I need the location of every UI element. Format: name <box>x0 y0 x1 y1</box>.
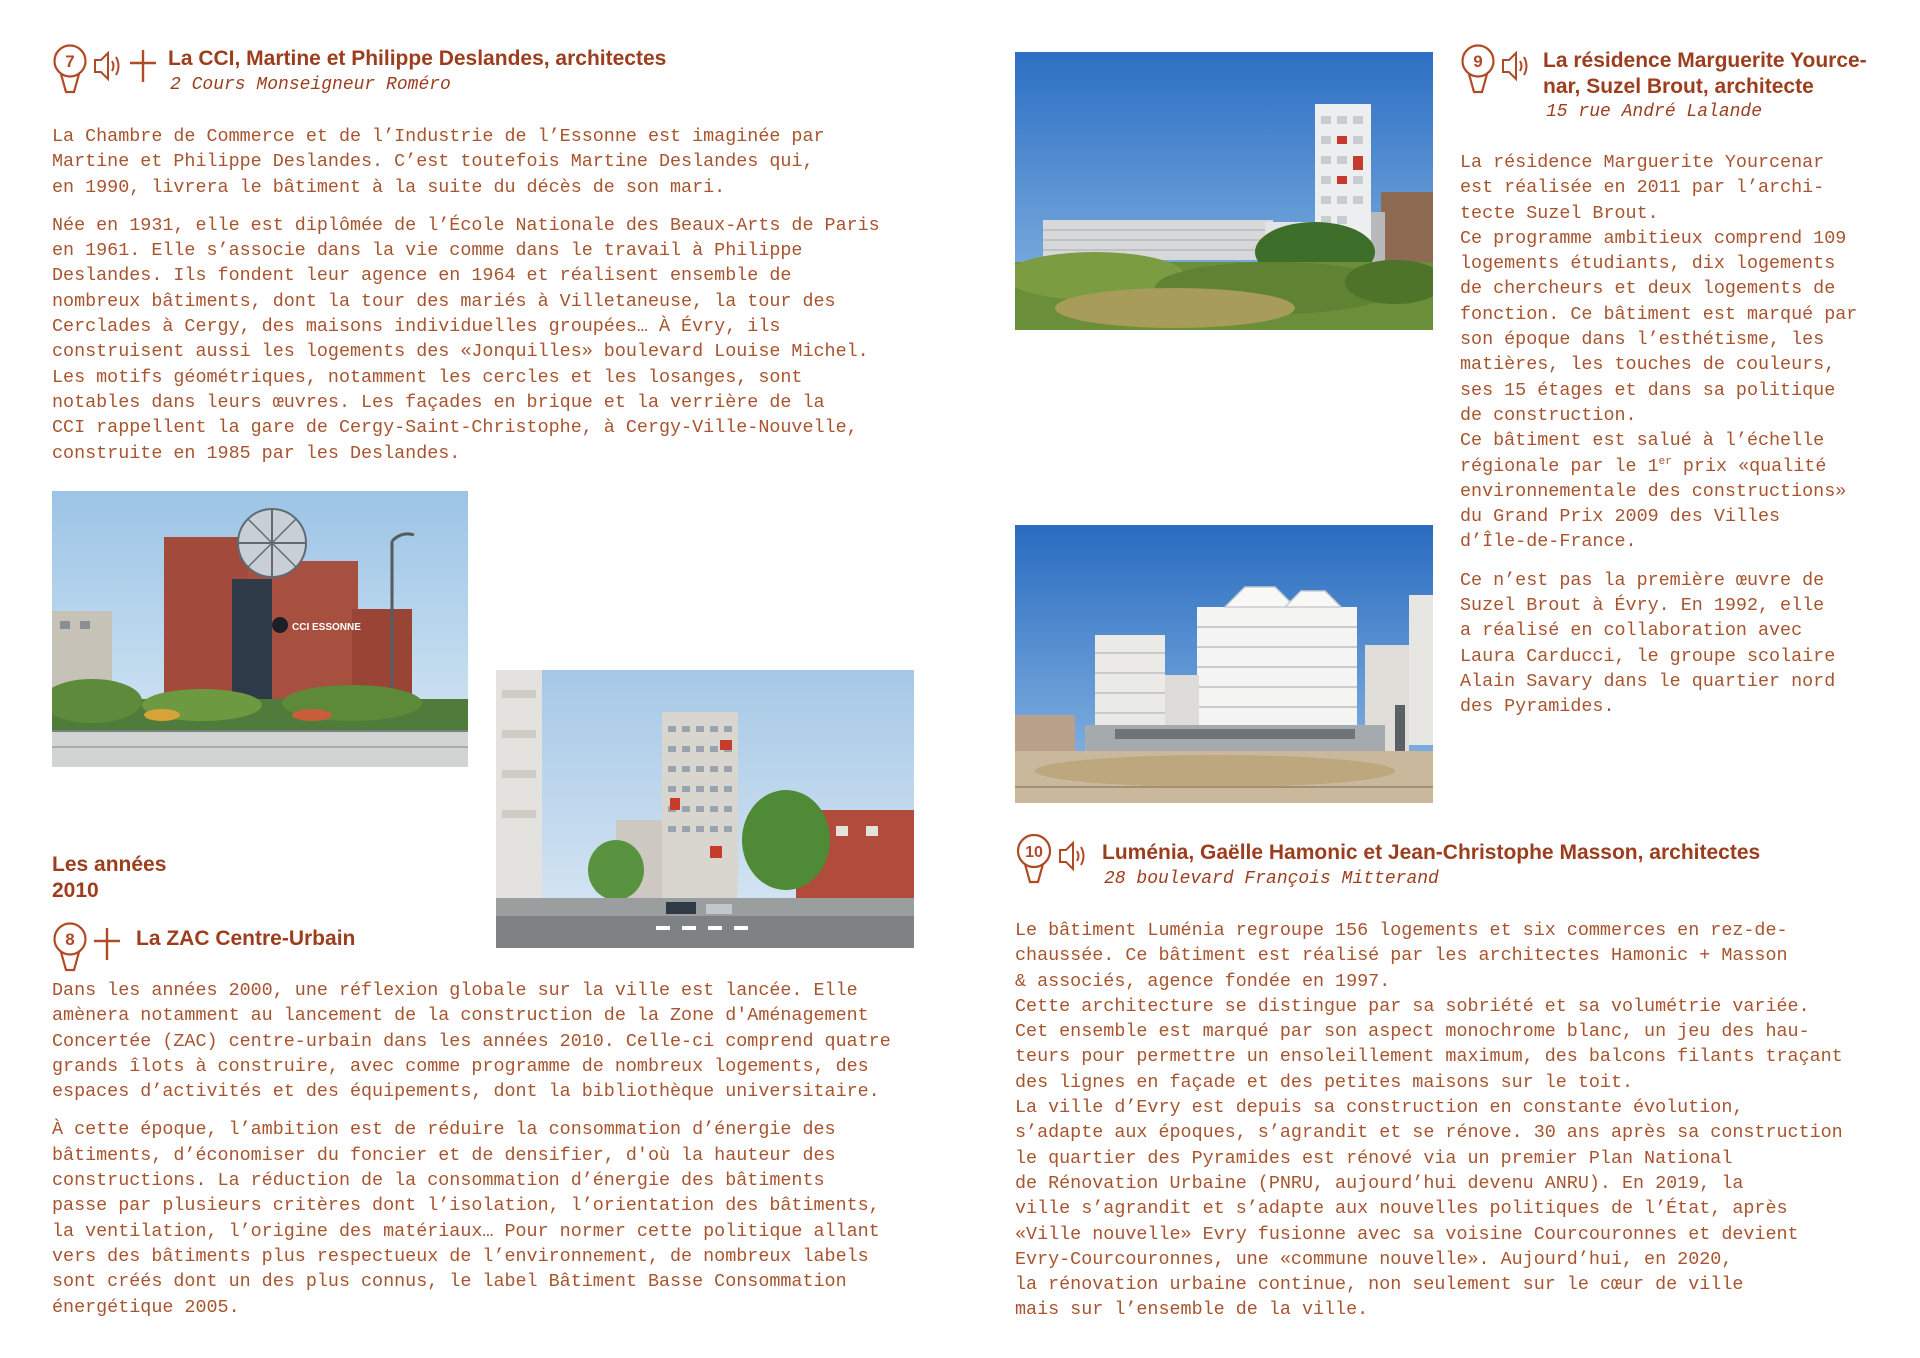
section-7-paragraph: Née en 1931, elle est diplômée de l’École Nationale des Beaux-Arts de Paris en 1961. Elle s’associe dans la vie comme dans le travail à Philippe Deslandes. Ils fondent leur agence en 1964 et réalisent ensemble de nombreux bâtiments, dont la tour des mariés à Villetaneuse, la tour des Cerclades à Cergy, des maisons individuelles groupées… À Évry, ils construisent aussi les logements des «Jonquilles» boulevard Louise Michel. Les motifs géométriques, notamment les cercles et les losanges, sont notables dans leurs œuvres. Les façades en brique et la verrière de la CCI rappellent la gare de Cergy-Saint-Christophe, à Cergy-Ville-Nouvelle, construite en 1985 par les Deslandes. <box>52 214 880 464</box>
residence-yourcenar-photo <box>1015 52 1433 330</box>
cross-icon <box>92 926 122 962</box>
section-9-title-line: La résidence Marguerite Yource- <box>1543 49 1867 72</box>
pin-number-icon <box>52 44 88 94</box>
speaker-icon <box>92 48 124 84</box>
section-10-icons <box>1015 834 1089 884</box>
section-9-address: 15 rue André Lalande <box>1546 102 1763 122</box>
pin-number-icon <box>1460 44 1496 94</box>
section-7-paragraph: La Chambre de Commerce et de l’Industrie de l’Essonne est imaginée par Martine et Philippe Deslandes. C’est toutefois Martine Deslandes qui, en 1990, livrera le bâtiment à la suite du décès de son mari. <box>52 126 825 198</box>
era-label: Les années 2010 <box>52 853 167 902</box>
section-9-paragraph: Ce n’est pas la première œuvre de Suzel Brout à Évry. En 1992, elle a réalisé en collaboration avec Laura Carducci, le groupe scolaire Alain Savary dans le quartier nord des Pyramides. <box>1460 569 1836 718</box>
speaker-icon <box>1500 48 1532 84</box>
section-8-title: La ZAC Centre-Urbain <box>136 927 356 950</box>
section-9-number: 9 <box>1473 52 1483 71</box>
cci-sign-text: CCI ESSONNE <box>292 622 361 633</box>
section-8-paragraph: Dans les années 2000, une réflexion globale sur la ville est lancée. Elle amènera notamment au lancement de la construction de la Zone d'Aménagement Concertée (ZAC) centre-urbain dans les années 2010. Celle-ci comprend quatre grands îlots à construire, avec comme programme de nombreux logements, des espaces d’activités et des équipements, dont la bibliothèque universitaire. <box>52 980 891 1103</box>
speaker-icon <box>1057 838 1089 874</box>
section-7-title: La CCI, Martine et Philippe Deslandes, architectes <box>168 47 667 70</box>
lumenia-building-photo <box>1015 525 1433 803</box>
section-7-address: 2 Cours Monseigneur Roméro <box>170 75 451 95</box>
section-10-text <box>1015 918 1905 1323</box>
section-7-text <box>52 124 932 466</box>
section-10-number: 10 <box>1025 844 1043 861</box>
pin-number-icon <box>1015 834 1053 884</box>
section-10-title: Luménia, Gaëlle Hamonic et Jean-Christophe Masson, architectes <box>1102 841 1761 864</box>
section-9-text <box>1460 150 1900 720</box>
cross-icon <box>128 48 158 84</box>
section-9-icons <box>1460 44 1532 94</box>
section-7-number: 7 <box>65 52 75 71</box>
section-8-paragraph: À cette époque, l’ambition est de réduire la consommation d’énergie des bâtiments, d’économiser du foncier et de densifier, d'où la hauteur des constructions. La réduction de la consommation d’énergie des bâtiments passe par plusieurs critères dont l’isolation, l’orientation des bâtiments, la ventilation, l’origine des matériaux… Pour normer cette politique allant vers des bâtiments plus respectueux de l’environnement, de nombreux labels sont créés dont un des plus connus, le label Bâtiment Basse Consommation énergétique 2005. <box>52 1119 880 1318</box>
pin-number-icon <box>52 922 88 972</box>
section-8-icons <box>52 922 122 972</box>
section-9-title <box>1543 48 1867 100</box>
section-8-text <box>52 978 932 1320</box>
section-10-paragraph: Le bâtiment Luménia regroupe 156 logements et six commerces en rez-de- chaussée. Ce bâtiment est réalisé par les architectes Hamonic + Masson & associés, agence fondée en 1997. Cette architecture se distingue par sa sobriété et sa volumétrie variée. Cet ensemble est marqué par son aspect monochrome blanc, un jeu des hau- teurs pour permettre un ensoleillement maximum, des balcons filants traçant des lignes en façade et des petites maisons sur le toit. La ville d’Evry est depuis sa construction en constante évolution, s’adapte aux époques, s’agrandit et se rénove. 30 ans après sa construction le quartier des Pyramides est rénové via un premier Plan National de Rénovation Urbaine (PNRU, aujourd’hui devenu ANRU). En 2019, la ville s’agrandit et s’adapte aux nouvelles politiques de l’État, après «Ville nouvelle» Evry fusionne avec sa voisine Courcouronnes et devient Evry-Courcouronnes, une «commune nouvelle». Aujourd’hui, en 2020, la rénovation urbaine continue, non seulement sur le cœur de ville mais sur l’ensemble de la ville. <box>1015 920 1843 1321</box>
section-10-address: 28 boulevard François Mitterand <box>1104 869 1439 889</box>
section-8-number: 8 <box>65 930 75 949</box>
section-7-icons <box>52 44 158 94</box>
zac-centre-urbain-photo <box>496 670 914 948</box>
section-9-title-line: nar, Suzel Brout, architecte <box>1543 75 1814 98</box>
section-9-paragraph: La résidence Marguerite Yourcenar est réalisée en 2011 par l’archi- tecte Suzel Brout. Ce programme ambitieux comprend 109 logements étudiants, dix logements de chercheurs et deux logements de fonction. Ce bâtiment est marqué par son époque dans l’esthétisme, les matières, les touches de couleurs, ses 15 étages et dans sa politique de construction. Ce bâtiment est salué à l’échelle régionale par le 1er prix «qualité environnementale des constructions» du Grand Prix 2009 des Villes d’Île-de-France. <box>1460 152 1858 553</box>
cci-building-photo <box>52 491 468 767</box>
